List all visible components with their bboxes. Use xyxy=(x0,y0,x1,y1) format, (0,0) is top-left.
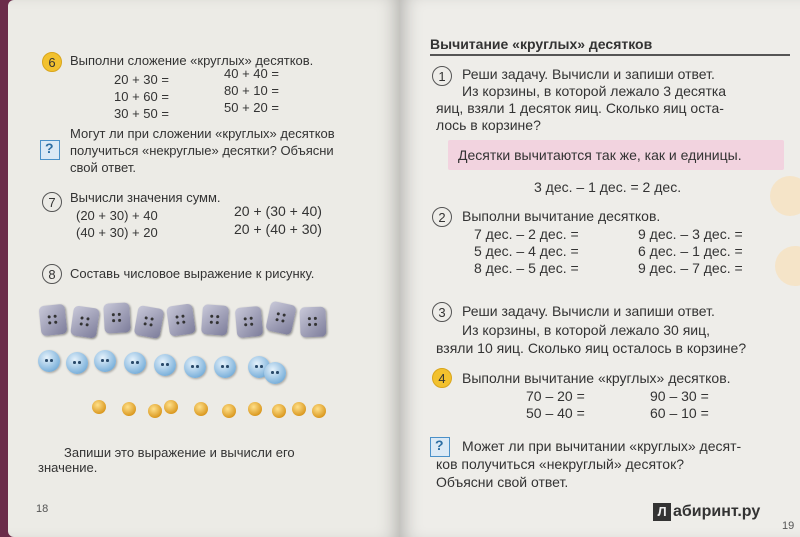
square-button xyxy=(103,302,131,333)
exercise-7-title: Вычисли значения сумм. xyxy=(70,190,221,205)
exercise-2-row: 5 дес. – 4 дес. = xyxy=(474,243,579,259)
exercise-2-row: 9 дес. – 7 дес. = xyxy=(638,260,743,276)
section-heading: Вычитание «круглых» десятков xyxy=(430,36,653,52)
square-button xyxy=(265,301,297,336)
round-button xyxy=(154,354,176,376)
decorative-circle xyxy=(770,176,800,216)
question-icon xyxy=(40,140,60,160)
right-page xyxy=(400,0,800,537)
exercise-6-row: 40 + 40 = xyxy=(224,66,279,81)
page-number: 19 xyxy=(782,520,795,532)
exercise-3-line: Реши задачу. Вычисли и запиши ответ. xyxy=(462,303,715,319)
round-button xyxy=(214,356,236,378)
round-button xyxy=(66,352,88,374)
question-line: ков получиться «некруглый» десяток? xyxy=(436,456,684,472)
square-button xyxy=(134,305,165,339)
exercise-6-row: 50 + 20 = xyxy=(224,100,279,115)
exercise-6-row: 30 + 50 = xyxy=(114,106,169,121)
footer-line: значение. xyxy=(38,460,98,475)
labirint-logo xyxy=(653,503,760,521)
bell xyxy=(272,404,286,418)
round-button xyxy=(264,362,286,384)
logo-text: абиринт.ру xyxy=(673,503,761,521)
question-line: Может ли при вычитании «круглых» десят- xyxy=(462,438,742,454)
exercise-6-title: Выполни сложение «круглых» десятков. xyxy=(70,53,314,68)
question-line: Могут ли при сложении «круглых» десятков xyxy=(70,126,335,141)
bell xyxy=(92,400,106,414)
exercise-3-line: Из корзины, в которой лежало 30 яиц, xyxy=(462,322,711,338)
exercise-7-number: 7 xyxy=(42,192,62,212)
square-button xyxy=(299,307,326,338)
question-line: получиться «некруглые» десятки? Объясни xyxy=(70,143,334,158)
exercise-6-row: 80 + 10 = xyxy=(224,83,279,98)
exercise-6-row: 20 + 30 = xyxy=(114,72,169,87)
exercise-4-row: 60 – 10 = xyxy=(650,405,709,421)
bell xyxy=(292,402,306,416)
rule-example: 3 дес. – 1 дес. = 2 дес. xyxy=(534,179,682,195)
round-button xyxy=(38,350,60,372)
bell xyxy=(312,404,326,418)
square-button xyxy=(39,304,68,337)
exercise-4-row: 70 – 20 = xyxy=(526,388,585,404)
exercise-2-number: 2 xyxy=(432,207,452,227)
bell xyxy=(248,402,262,416)
round-button xyxy=(94,350,116,372)
bell xyxy=(222,404,236,418)
logo-badge: Л xyxy=(653,503,671,521)
exercise-6-row: 10 + 60 = xyxy=(114,89,169,104)
square-button xyxy=(70,305,100,338)
bell xyxy=(148,404,162,418)
bell xyxy=(122,402,136,416)
exercise-8-title: Составь числовое выражение к рисунку. xyxy=(70,266,315,281)
exercise-2-row: 8 дес. – 5 дес. = xyxy=(474,260,579,276)
exercise-4-number: 4 xyxy=(432,368,452,388)
exercise-3-number: 3 xyxy=(432,302,452,322)
exercise-1-number: 1 xyxy=(432,66,452,86)
exercise-7-row: (40 + 30) + 20 xyxy=(76,225,158,240)
exercise-1-line: лось в корзине? xyxy=(436,117,541,133)
round-button xyxy=(124,352,146,374)
exercise-1-line: яиц, взяли 1 десяток яиц. Сколько яиц оста- xyxy=(436,100,724,116)
exercise-4-title: Выполни вычитание «круглых» десятков. xyxy=(462,370,731,386)
square-button xyxy=(166,303,196,336)
exercise-2-row: 6 дес. – 1 дес. = xyxy=(638,243,743,259)
question-line: Объясни свой ответ. xyxy=(436,474,569,490)
question-icon xyxy=(430,437,450,457)
decorative-circle xyxy=(775,246,800,286)
left-page xyxy=(8,0,400,537)
square-button xyxy=(235,306,264,338)
round-button xyxy=(184,356,206,378)
exercise-4-row: 90 – 30 = xyxy=(650,388,709,404)
exercise-3-line: взяли 10 яиц. Сколько яиц осталось в корзине? xyxy=(436,340,747,356)
page-number: 18 xyxy=(36,503,49,515)
rule-text: Десятки вычитаются так же, как и единицы. xyxy=(458,147,742,163)
bell xyxy=(164,400,178,414)
exercise-2-row: 7 дес. – 2 дес. = xyxy=(474,226,579,242)
exercise-1-line: Реши задачу. Вычисли и запиши ответ. xyxy=(462,66,715,82)
heading-underline xyxy=(430,54,790,56)
exercise-2-row: 9 дес. – 3 дес. = xyxy=(638,226,743,242)
exercise-1-line: Из корзины, в которой лежало 3 десятка xyxy=(462,83,727,99)
question-line: свой ответ. xyxy=(70,160,136,175)
exercise-4-row: 50 – 40 = xyxy=(526,405,585,421)
exercise-6-number: 6 xyxy=(42,52,62,72)
exercise-7-row: 20 + (40 + 30) xyxy=(234,221,322,237)
exercise-7-row: (20 + 30) + 40 xyxy=(76,208,158,223)
footer-line: Запиши это выражение и вычисли его xyxy=(64,445,295,460)
exercise-7-row: 20 + (30 + 40) xyxy=(234,203,322,219)
exercise-8-number: 8 xyxy=(42,264,62,284)
bell xyxy=(194,402,208,416)
square-button xyxy=(201,304,229,336)
exercise-2-title: Выполни вычитание десятков. xyxy=(462,208,661,224)
